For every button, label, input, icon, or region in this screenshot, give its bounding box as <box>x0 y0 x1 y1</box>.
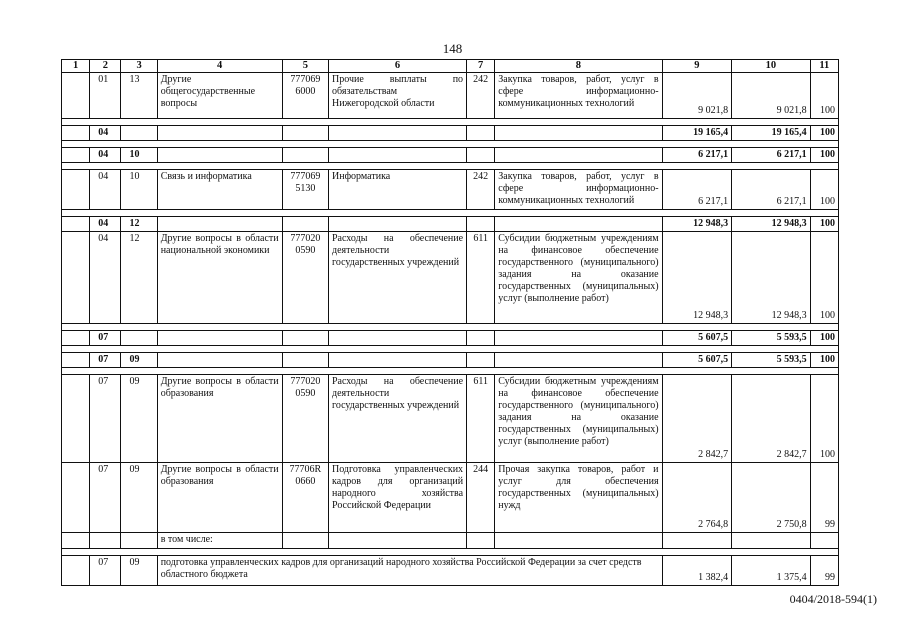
cell-target-code: 777069 6000 <box>282 73 328 119</box>
cell-section: 04 <box>90 217 121 232</box>
row-spacer <box>62 324 839 331</box>
row-spacer <box>62 210 839 217</box>
cell-expense-code: 242 <box>467 73 495 119</box>
cell-actual: 2 750,8 <box>732 463 811 533</box>
table-row <box>62 533 839 549</box>
cell-percent: 99 <box>810 556 838 586</box>
cell-actual: 6 217,1 <box>732 170 811 210</box>
row-spacer <box>62 119 839 126</box>
cell-percent: 100 <box>810 170 838 210</box>
cell-expense-name: Субсидии бюджетным учреждениям на финансовое обеспечение государственного (муниципального) задания на оказание государственных (муниципальных) услуг (выполнение работ) <box>495 232 662 324</box>
cell-actual: 12 948,3 <box>732 232 811 324</box>
col-header: 6 <box>329 60 467 73</box>
cell-target-name: Прочие выплаты по обязательствам Нижегородской области <box>329 73 467 119</box>
col-header: 2 <box>90 60 121 73</box>
row-spacer <box>62 368 839 375</box>
col-header: 4 <box>157 60 282 73</box>
cell-subsection: 10 <box>121 148 157 163</box>
row-spacer <box>62 346 839 353</box>
cell-actual: 12 948,3 <box>732 217 811 232</box>
cell-subsection: 09 <box>121 375 157 463</box>
cell-expense-name: Закупка товаров, работ, услуг в сфере информационно-коммуникационных технологий <box>495 170 662 210</box>
col-header: 3 <box>121 60 157 73</box>
cell-plan: 12 948,3 <box>662 232 732 324</box>
col-header: 1 <box>62 60 90 73</box>
cell-plan: 1 382,4 <box>662 556 732 586</box>
cell-target-code: 777020 0590 <box>282 232 328 324</box>
cell-section: 07 <box>90 375 121 463</box>
cell-section: 07 <box>90 331 121 346</box>
cell-percent: 100 <box>810 375 838 463</box>
cell-percent: 100 <box>810 73 838 119</box>
cell-percent: 100 <box>810 217 838 232</box>
cell-percent: 100 <box>810 331 838 346</box>
table-row-subtotal <box>62 217 839 232</box>
cell-percent: 99 <box>810 463 838 533</box>
cell-target-name: Расходы на обеспечение деятельности государственных учреждений <box>329 232 467 324</box>
cell-expense-code: 244 <box>467 463 495 533</box>
table-row-subtotal <box>62 331 839 346</box>
cell-expense-name: Субсидии бюджетным учреждениям на финансовое обеспечение государственного (муниципального) задания на оказание государственных (муниципальных) услуг (выполнение работ) <box>495 375 662 463</box>
cell-name: Другие общегосударственные вопросы <box>157 73 282 119</box>
header-row <box>62 60 839 73</box>
cell-actual: 6 217,1 <box>732 148 811 163</box>
cell-name: Другие вопросы в области образования <box>157 375 282 463</box>
cell-name: Другие вопросы в области национальной экономики <box>157 232 282 324</box>
table-row <box>62 73 839 119</box>
cell-actual: 5 593,5 <box>732 353 811 368</box>
cell-percent: 100 <box>810 353 838 368</box>
cell-subsection: 12 <box>121 232 157 324</box>
cell-plan: 5 607,5 <box>662 353 732 368</box>
col-header: 5 <box>282 60 328 73</box>
col-header: 7 <box>467 60 495 73</box>
cell-name: подготовка управленческих кадров для организаций народного хозяйства Российской Федерации за счет средств областного бюджета <box>157 556 662 586</box>
cell-subsection: 13 <box>121 73 157 119</box>
document-code: 0404/2018-594(1) <box>789 592 877 606</box>
cell-section: 01 <box>90 73 121 119</box>
cell-section: 07 <box>90 463 121 533</box>
cell-subsection: 09 <box>121 556 157 586</box>
cell-actual: 5 593,5 <box>732 331 811 346</box>
row-spacer <box>62 141 839 148</box>
cell-actual: 1 375,4 <box>732 556 811 586</box>
col-header: 9 <box>662 60 732 73</box>
row-spacer <box>62 549 839 556</box>
cell-target-name: Подготовка управленческих кадров для организаций народного хозяйства Российской Федерации <box>329 463 467 533</box>
table-row <box>62 170 839 210</box>
cell-name: Другие вопросы в области образования <box>157 463 282 533</box>
budget-table <box>61 59 839 586</box>
table-row-subtotal <box>62 353 839 368</box>
cell-target-name: Расходы на обеспечение деятельности государственных учреждений <box>329 375 467 463</box>
cell-expense-name: Прочая закупка товаров, работ и услуг для обеспечения государственных (муниципальных) нужд <box>495 463 662 533</box>
cell-percent: 100 <box>810 126 838 141</box>
cell-expense-name: Закупка товаров, работ, услуг в сфере информационно-коммуникационных технологий <box>495 73 662 119</box>
cell-plan: 2 764,8 <box>662 463 732 533</box>
cell-plan: 19 165,4 <box>662 126 732 141</box>
table-row-subtotal <box>62 126 839 141</box>
cell-actual: 19 165,4 <box>732 126 811 141</box>
cell-subsection: 09 <box>121 463 157 533</box>
col-header: 11 <box>810 60 838 73</box>
cell-section: 04 <box>90 148 121 163</box>
row-spacer <box>62 163 839 170</box>
cell-plan: 12 948,3 <box>662 217 732 232</box>
col-header: 10 <box>732 60 811 73</box>
cell-plan: 5 607,5 <box>662 331 732 346</box>
cell-plan: 9 021,8 <box>662 73 732 119</box>
cell-subsection: 12 <box>121 217 157 232</box>
table-row <box>62 232 839 324</box>
cell-target-code: 777069 5130 <box>282 170 328 210</box>
cell-section: 04 <box>90 232 121 324</box>
cell-plan: 6 217,1 <box>662 148 732 163</box>
page-number: 148 <box>442 41 463 56</box>
col-header: 8 <box>495 60 662 73</box>
cell-actual: 2 842,7 <box>732 375 811 463</box>
table-row <box>62 556 839 586</box>
cell-plan: 6 217,1 <box>662 170 732 210</box>
cell-name: в том числе: <box>157 533 282 549</box>
table-row <box>62 375 839 463</box>
cell-section: 04 <box>90 170 121 210</box>
cell-target-code: 77706R 0660 <box>282 463 328 533</box>
cell-name: Связь и информатика <box>157 170 282 210</box>
cell-subsection: 10 <box>121 170 157 210</box>
table-row-subtotal <box>62 148 839 163</box>
cell-target-name: Информатика <box>329 170 467 210</box>
cell-section: 07 <box>90 556 121 586</box>
cell-expense-code: 611 <box>467 375 495 463</box>
table-row <box>62 463 839 533</box>
cell-subsection: 09 <box>121 353 157 368</box>
cell-expense-code: 611 <box>467 232 495 324</box>
cell-section: 04 <box>90 126 121 141</box>
cell-expense-code: 242 <box>467 170 495 210</box>
cell-percent: 100 <box>810 232 838 324</box>
cell-section: 07 <box>90 353 121 368</box>
cell-target-code: 777020 0590 <box>282 375 328 463</box>
cell-actual: 9 021,8 <box>732 73 811 119</box>
cell-percent: 100 <box>810 148 838 163</box>
cell-plan: 2 842,7 <box>662 375 732 463</box>
